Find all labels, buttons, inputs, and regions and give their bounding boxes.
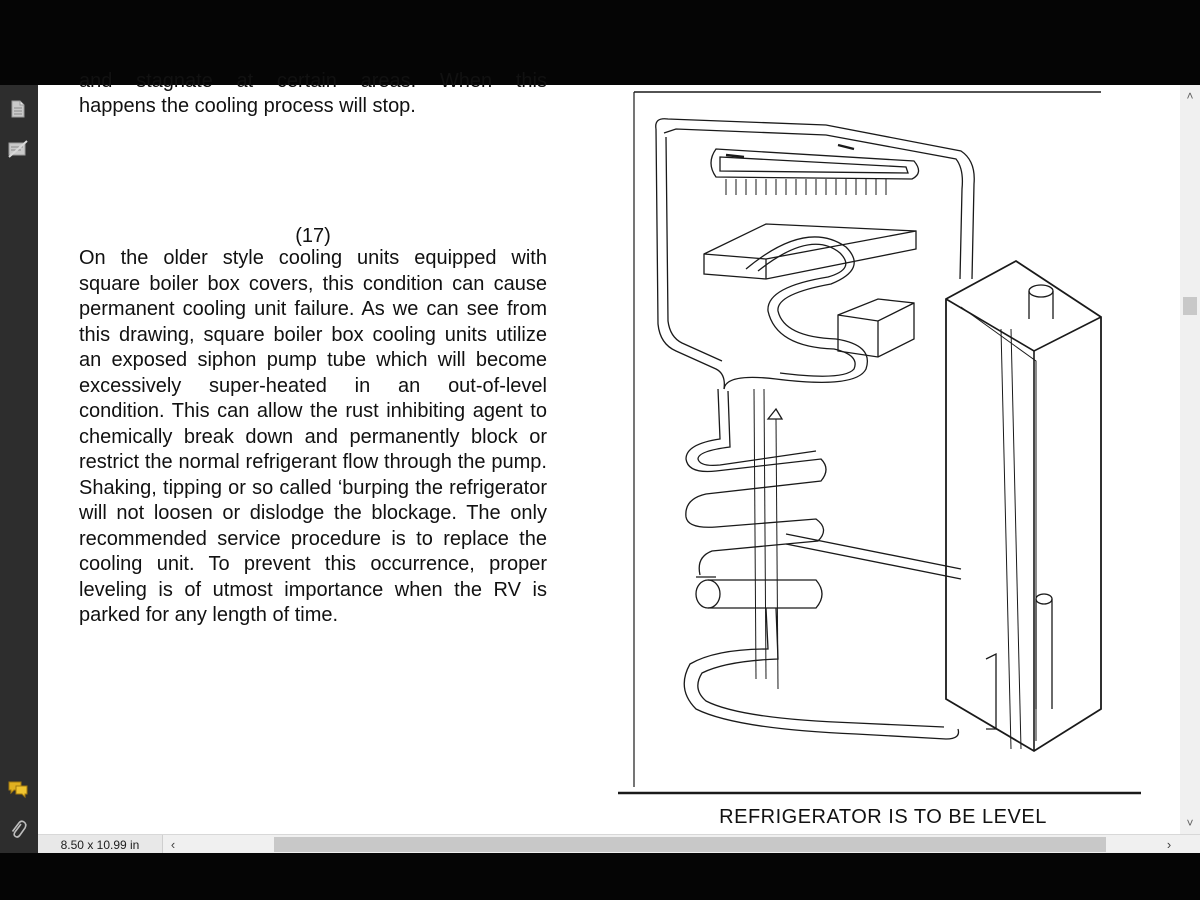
left-toolbar	[0, 85, 38, 853]
page-number: (17)	[295, 225, 331, 247]
status-bar	[38, 834, 1200, 854]
pages-icon[interactable]	[4, 95, 32, 123]
vertical-scrollbar[interactable]	[1180, 85, 1200, 834]
scroll-left-icon[interactable]: ‹	[170, 837, 176, 852]
paragraph-ending: happens the cooling process will stop.	[79, 95, 416, 117]
scroll-down-icon[interactable]: ˅	[1186, 816, 1194, 830]
comments-icon[interactable]	[4, 775, 32, 803]
figure-caption: REFRIGERATOR IS TO BE LEVEL	[719, 806, 1047, 828]
partial-text-line: and stagnate at certain areas. When this	[79, 70, 547, 92]
annotations-off-icon[interactable]	[4, 135, 32, 163]
page-size-readout: 8.50 x 10.99 in	[38, 835, 163, 854]
main-paragraph: On the older style cooling units equipped with square boiler box covers, this condition can cause permanent cooling unit failure. As we can see from this drawing, square boiler box cooling units utilize an exposed siphon pump tube which will become excessively super-heated in an out-of-level condition. This can allow the rust inhibiting agent to chemically break down and permanently block or restrict the normal refrigerant flow through the pump. Shaking, tipping or so called ‘burping the refrigerator will not loosen or dislodge the blockage. The only recommended service procedure is to replace the cooling unit. To prevent this occurrence, proper leveling is of utmost importance when the RV is parked for any length of time.	[79, 247, 547, 626]
vertical-scroll-thumb[interactable]	[1183, 297, 1197, 315]
scroll-right-icon[interactable]: ›	[1166, 837, 1172, 852]
attachments-icon[interactable]	[4, 816, 32, 844]
horizontal-scroll-thumb[interactable]	[274, 837, 1106, 852]
document-page[interactable]	[38, 70, 1180, 834]
bottom-black-band	[0, 853, 1200, 900]
scroll-up-icon[interactable]: ˄	[1186, 89, 1194, 103]
refrigerator-cooling-unit-drawing	[616, 89, 1146, 799]
